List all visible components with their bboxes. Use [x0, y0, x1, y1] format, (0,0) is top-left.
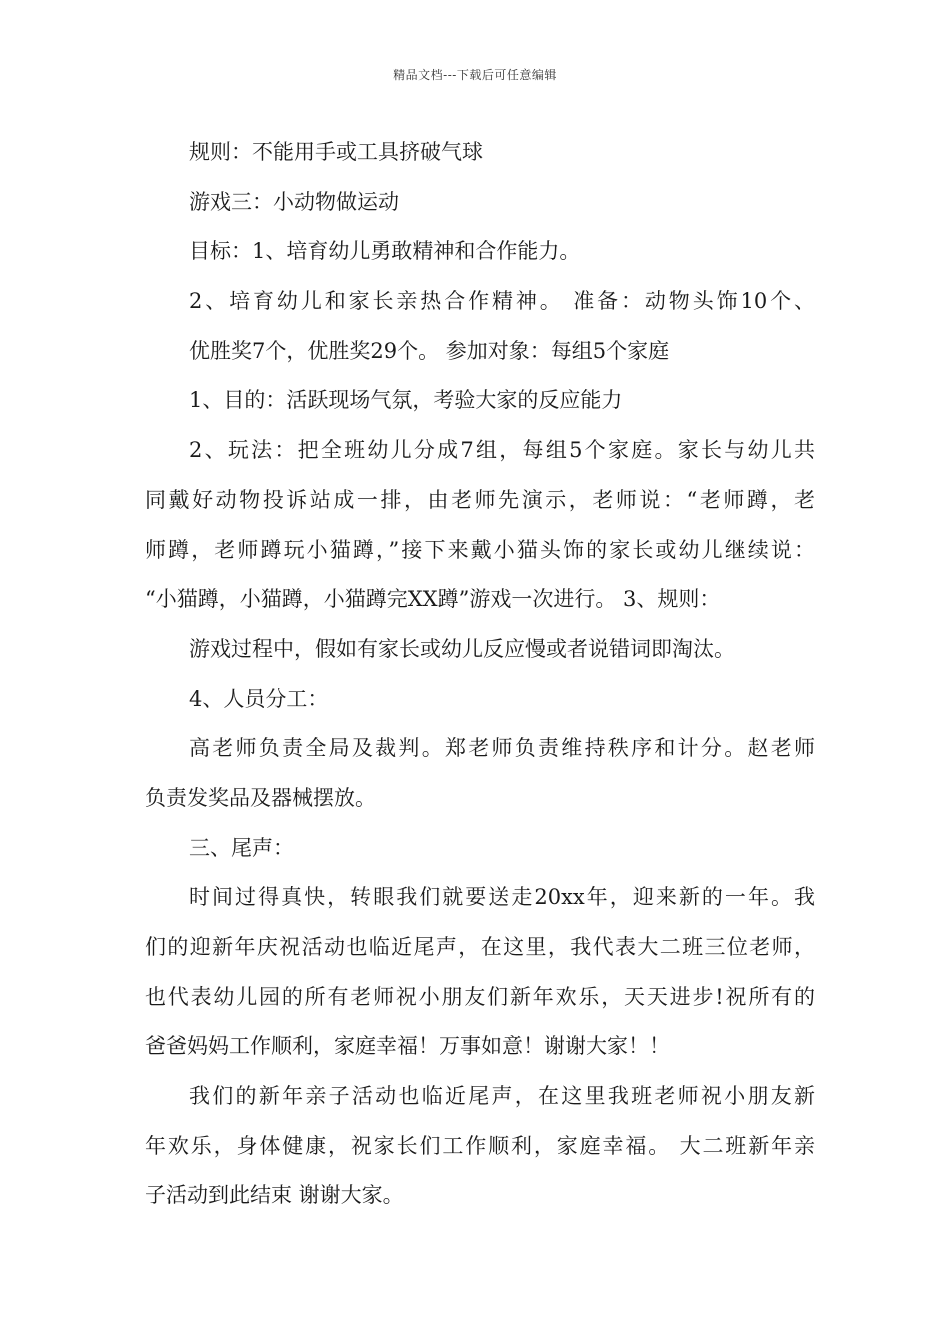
paragraph-line: “小猫蹲，小猫蹲，小猫蹲完XX蹲”游戏一次进行。 3、规则： — [145, 587, 721, 612]
paragraph-line: 2、培育幼儿和家长亲热合作精神。 准备：动物头饰10个、 — [189, 289, 815, 314]
paragraph-line: 也代表幼儿园的所有老师祝小朋友们新年欢乐，天天进步!祝所有的 — [145, 984, 815, 1009]
paragraph-line: 同戴好动物投诉站成一排，由老师先演示，老师说：“老师蹲，老 — [145, 487, 815, 512]
page-header: 精品文档---下载后可任意编辑 — [393, 68, 557, 82]
document-body — [145, 128, 815, 1221]
paragraph-line: 爸爸妈妈工作顺利，家庭幸福！万事如意！谢谢大家！！ — [145, 1034, 670, 1059]
paragraph-line: 游戏过程中，假如有家长或幼儿反应慢或者说错词即淘汰。 — [189, 636, 735, 661]
paragraph-line: 高老师负责全局及裁判。郑老师负责维持秩序和计分。赵老师 — [189, 736, 815, 761]
paragraph-line: 4、人员分工： — [189, 686, 329, 711]
section-heading: 三、尾声： — [189, 835, 294, 860]
paragraph-line: 年欢乐，身体健康，祝家长们工作顺利，家庭幸福。 大二班新年亲 — [145, 1133, 815, 1158]
paragraph-line: 2、玩法：把全班幼儿分成7组，每组5个家庭。家长与幼儿共 — [189, 438, 815, 463]
paragraph-line: 时间过得真快，转眼我们就要送走20xx年，迎来新的一年。我 — [189, 885, 815, 910]
paragraph-line: 们的迎新年庆祝活动也临近尾声，在这里，我代表大二班三位老师， — [145, 935, 815, 959]
paragraph-line: 子活动到此结束 谢谢大家。 — [145, 1183, 404, 1208]
paragraph-line: 1、目的：活跃现场气氛，考验大家的反应能力 — [189, 388, 623, 413]
paragraph-line: 游戏三：小动物做运动 — [189, 189, 399, 214]
paragraph-line: 师蹲，老师蹲玩小猫蹲，”接下来戴小猫头饰的家长或幼儿继续说： — [145, 537, 815, 562]
paragraph-line: 负责发奖品及器械摆放。 — [145, 785, 376, 810]
paragraph-line: 规则：不能用手或工具挤破气球 — [189, 140, 483, 164]
paragraph-line: 我们的新年亲子活动也临近尾声，在这里我班老师祝小朋友新 — [189, 1084, 815, 1109]
paragraph-line: 优胜奖7个，优胜奖29个。 参加对象：每组5个家庭 — [189, 338, 670, 363]
paragraph-line: 目标：1、培育幼儿勇敢精神和合作能力。 — [189, 239, 581, 264]
